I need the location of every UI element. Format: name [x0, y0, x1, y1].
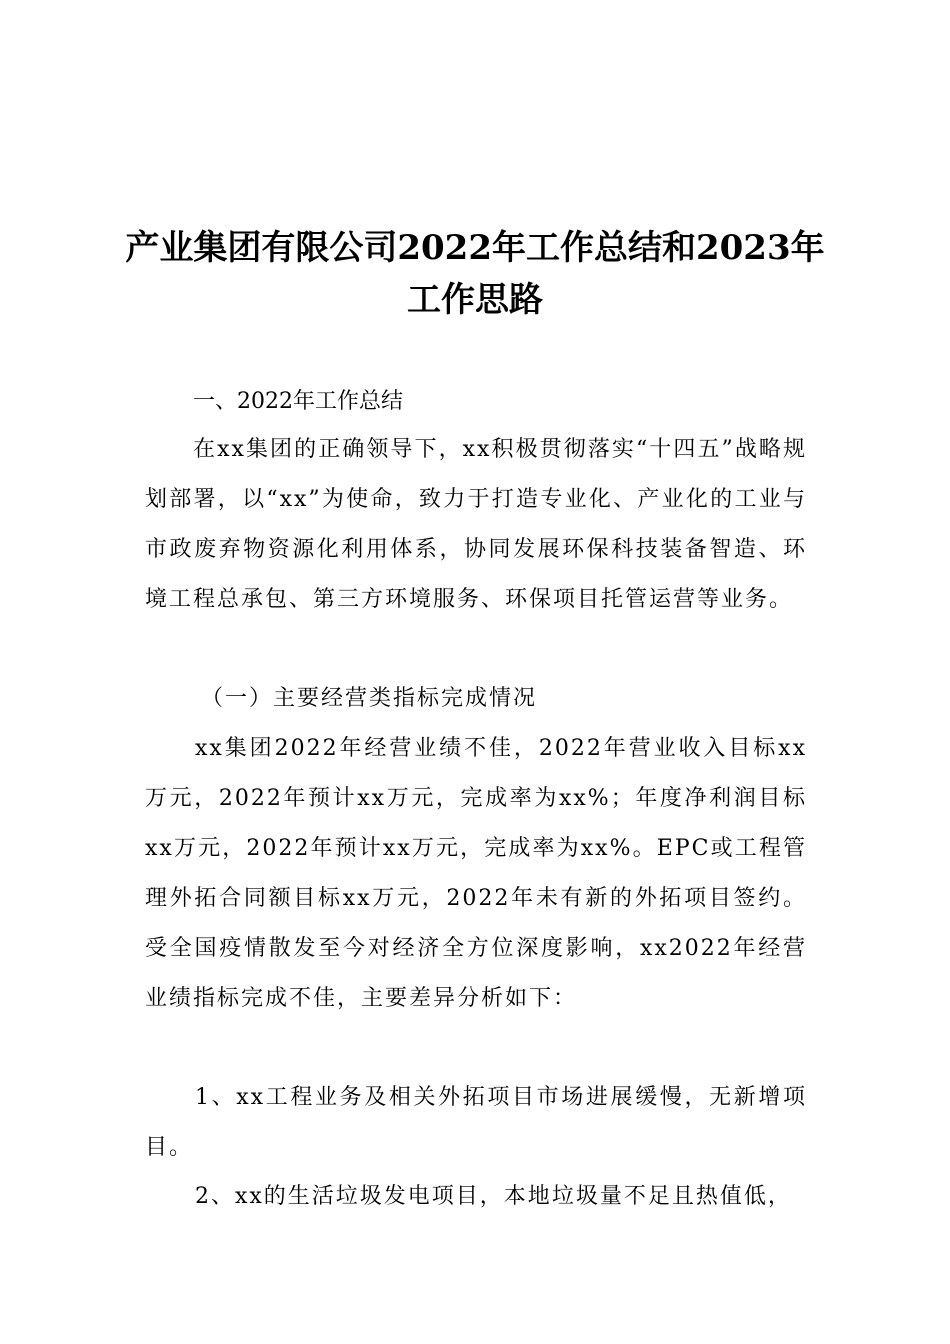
paragraph-intro: 在xx集团的正确领导下，xx积极贯彻落实“十四五”战略规划部署，以“xx”为使命，致力于打造专业化、产业化的工业与市政废弃物资源化利用体系，协同发展环保科技装备智造、环境工程总承包、第三方环境服务、环保项目托管运营等业务。: [145, 437, 807, 612]
list-item: 1、xx工程业务及相关外拓项目市场进展缓慢，无新增项目。: [145, 1085, 807, 1160]
section-heading: 一、2022年工作总结: [193, 389, 403, 414]
paragraph-indicators: xx集团2022年经营业绩不佳，2022年营业收入目标xx万元，2022年预计xx万元，完成率为xx%；年度净利润目标xx万元，2022年预计xx万元，完成率为xx%。EPC或工程管理外拓合同额目标xx万元，2022年未有新的外拓项目签约。受全国疫情散发至今对经济全方位深度影响，xx2022年经营业绩指标完成不佳，主要差异分析如下：: [145, 736, 807, 1011]
subsection-heading: （一）主要经营类指标完成情况: [201, 686, 538, 711]
document-title: 产业集团有限公司2022年工作总结和2023年工作思路: [125, 228, 825, 320]
list-item: 2、xx的生活垃圾发电项目，本地垃圾量不足且热值低，: [195, 1184, 792, 1209]
